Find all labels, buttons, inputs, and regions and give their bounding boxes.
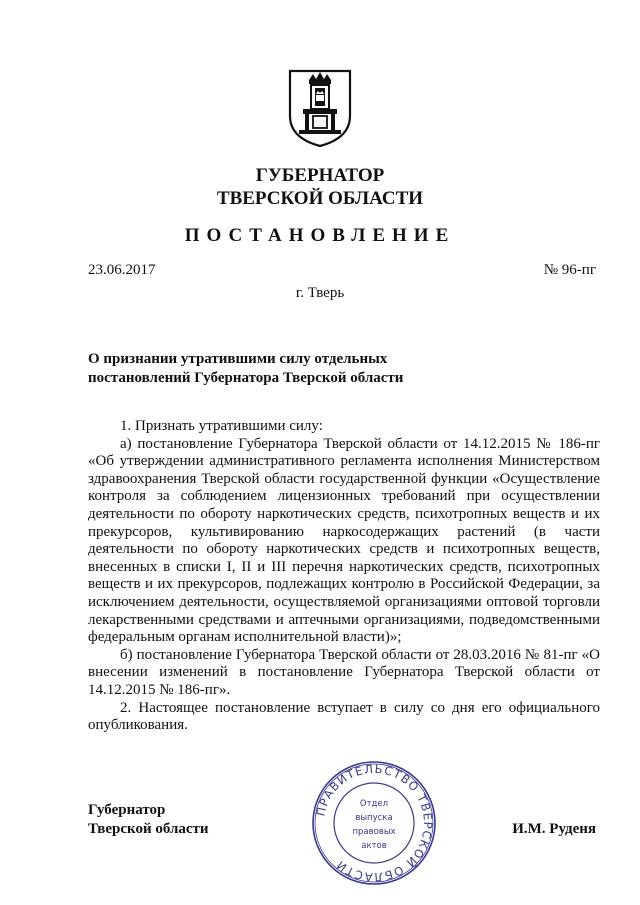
stamp-line-4: актов bbox=[361, 841, 387, 851]
document-number: № 96-пг bbox=[543, 262, 596, 278]
stamp-line-1: Отдел bbox=[359, 799, 389, 809]
issuer-title: ГУБЕРНАТОР bbox=[255, 165, 385, 186]
issuer-region: ТВЕРСКОЙ ОБЛАСТИ bbox=[216, 188, 424, 209]
stamp-line-3: правовых bbox=[352, 827, 396, 837]
document-city: г. Тверь bbox=[295, 285, 345, 301]
tver-coat-of-arms-icon bbox=[287, 68, 353, 148]
paragraph-4: 2. Настоящее постановление вступает в силу со дня его официального опубликования. bbox=[88, 699, 600, 734]
signatory-position-2: Тверской области bbox=[88, 821, 209, 837]
subject-line-1: О признании утратившими силу отдельных bbox=[88, 351, 388, 367]
stamp-line-2: выпуска bbox=[355, 813, 393, 823]
document-date: 23.06.2017 bbox=[88, 262, 156, 278]
signatory-position-1: Губернатор bbox=[88, 802, 166, 818]
official-stamp bbox=[310, 759, 438, 887]
document-body bbox=[88, 418, 600, 735]
document-type: ПОСТАНОВЛЕНИЕ bbox=[184, 225, 456, 246]
paragraph-1: 1. Признать утратившими силу: bbox=[120, 418, 323, 434]
stamp-ring-text: ПРАВИТЕЛЬСТВО ТВЕРСКОЙ ОБЛАСТИ bbox=[313, 761, 436, 885]
paragraph-3: б) постановление Губернатора Тверской области от 28.03.2016 № 81-пг «О внесении изменений в постановление Губернатора Тверской области от 14.12.2015 № 186-пг». bbox=[88, 646, 600, 698]
paragraph-2: а) постановление Губернатора Тверской области от 14.12.2015 № 186-пг «Об утверждении административного регламента исполнения Министерством здравоохранения Тверской области государственной функции «Осуществление контроля за соблюдением лицензионных требований при осуществлении деятельности по обороту наркотических средств, психотропных веществ и их прекурсоров, культивированию наркосодержащих растений (в части деятельности по обороту наркотических средств и психотропных веществ, внесенных в списки I, II и III перечня наркотических средств, психотропных веществ и их прекурсоров, подлежащих контролю в Российской Федерации, за исключением деятельности, осуществляемой организациями оптовой торговли лекарственными средствами и аптечными организациями, подведомственными федеральным органам исполнительной власти)»; bbox=[88, 435, 600, 646]
signatory-name: И.М. Руденя bbox=[512, 821, 596, 837]
subject-line-2: постановлений Губернатора Тверской области bbox=[88, 370, 404, 386]
